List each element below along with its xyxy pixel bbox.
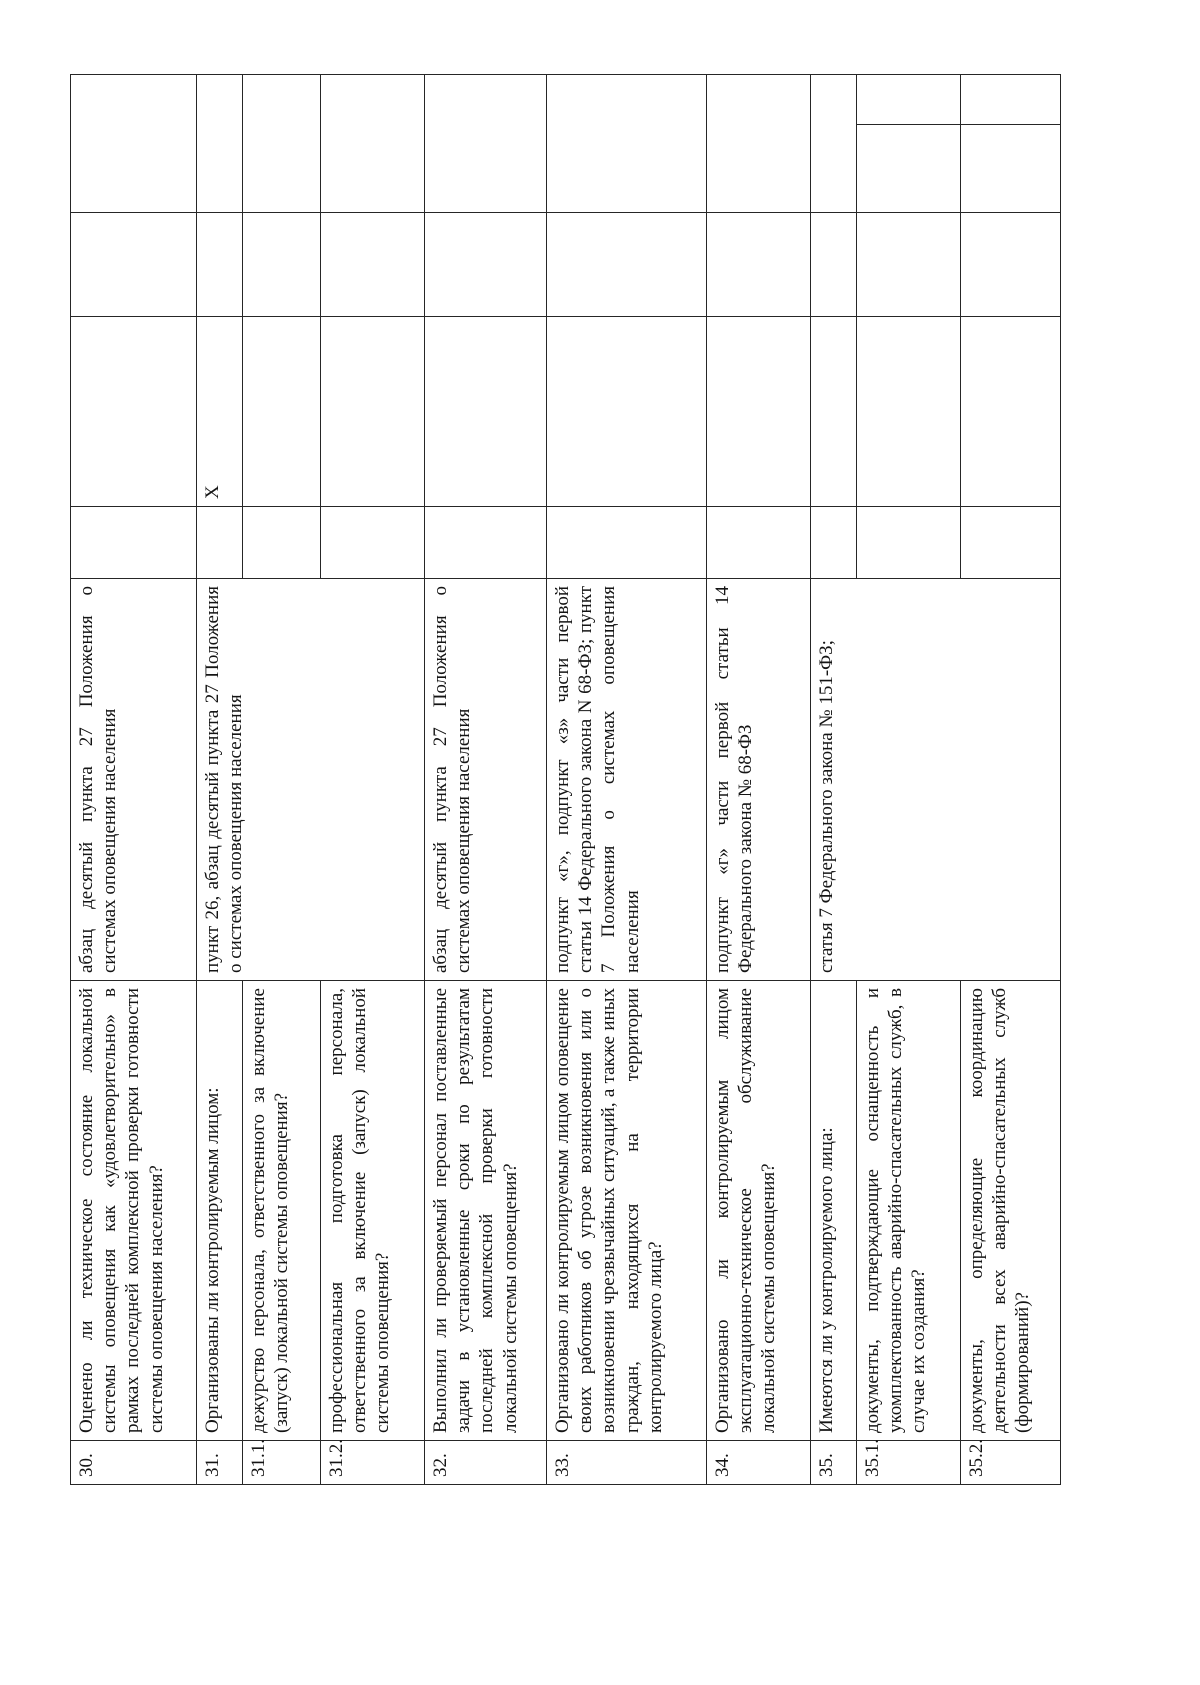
table-row	[197, 75, 243, 1485]
answer-no-cell	[961, 317, 1061, 507]
answer-yes-cell	[961, 507, 1061, 579]
answer-na-cell	[425, 213, 547, 317]
question-cell: документы, подтверждающие оснащенность и укомплектованность аварийно-спасательных служб, в случае их создания?	[857, 981, 961, 1441]
note-cell	[425, 75, 547, 213]
answer-na-cell	[811, 213, 857, 317]
table-row	[71, 75, 197, 1485]
note-cell	[707, 75, 811, 213]
note-cell	[243, 75, 321, 213]
row-number: 35.	[811, 1441, 857, 1485]
row-number: 31.1.	[243, 1441, 321, 1485]
answer-na-cell	[71, 213, 197, 317]
row-number: 31.	[197, 1441, 243, 1485]
legal-basis-cell: статья 7 Федерального закона № 151-ФЗ;	[811, 579, 1061, 981]
question-cell: Имеются ли у контролируемого лица:	[811, 981, 857, 1441]
question-cell: профессиональная подготовка персонала, ответственного за включение (запуск) локальной системы оповещения?	[321, 981, 425, 1441]
answer-no-cell: X	[197, 317, 243, 507]
note-cell	[961, 125, 1061, 213]
row-number: 32.	[425, 1441, 547, 1485]
row-number: 35.1.	[857, 1441, 961, 1485]
answer-yes-cell	[197, 507, 243, 579]
row-number: 30.	[71, 1441, 197, 1485]
extra-cell	[961, 75, 1061, 125]
note-cell	[71, 75, 197, 213]
answer-yes-cell	[71, 507, 197, 579]
extra-cell	[857, 75, 961, 125]
note-cell	[197, 75, 243, 213]
answer-yes-cell	[243, 507, 321, 579]
answer-no-cell	[811, 317, 857, 507]
rotated-page-content	[70, 75, 1060, 1485]
legal-basis-cell: абзац десятый пункта 27 Положения о системах оповещения населения	[71, 579, 197, 981]
question-cell: Организовано ли контролируемым лицом эксплуатационно-техническое обслуживание локальной системы оповещения?	[707, 981, 811, 1441]
question-cell: Выполнил ли проверяемый персонал поставленные задачи в установленные сроки по результатам последней комплексной проверки готовности локальной системы оповещения?	[425, 981, 547, 1441]
table-row	[811, 75, 857, 1485]
question-cell: дежурство персонала, ответственного за включение (запуск) локальной системы оповещения?	[243, 981, 321, 1441]
answer-na-cell	[961, 213, 1061, 317]
legal-basis-cell: абзац десятый пункта 27 Положения о системах оповещения населения	[425, 579, 547, 981]
row-number: 31.2.	[321, 1441, 425, 1485]
table-row	[425, 75, 547, 1485]
note-cell	[811, 75, 857, 213]
answer-na-cell	[243, 213, 321, 317]
answer-no-cell	[547, 317, 707, 507]
question-cell: Организованы ли контролируемым лицом:	[197, 981, 243, 1441]
note-cell	[857, 125, 961, 213]
answer-na-cell	[547, 213, 707, 317]
row-number: 33.	[547, 1441, 707, 1485]
answer-yes-cell	[857, 507, 961, 579]
answer-no-cell	[71, 317, 197, 507]
answer-yes-cell	[425, 507, 547, 579]
answer-no-cell	[321, 317, 425, 507]
row-number: 34.	[707, 1441, 811, 1485]
answer-yes-cell	[547, 507, 707, 579]
question-cell: Оценено ли техническое состояние локальной системы оповещения как «удовлетворительно» в рамках последней комплексной проверки готовности системы оповещения населения?	[71, 981, 197, 1441]
answer-yes-cell	[811, 507, 857, 579]
answer-no-cell	[707, 317, 811, 507]
answer-na-cell	[857, 213, 961, 317]
note-cell	[321, 75, 425, 213]
answer-no-cell	[857, 317, 961, 507]
legal-basis-cell: пункт 26, абзац десятый пункта 27 Положения о системах оповещения населения	[197, 579, 425, 981]
question-cell: документы, определяющие координацию деятельности всех аварийно-спасательных служб (формирований)?	[961, 981, 1061, 1441]
answer-no-cell	[425, 317, 547, 507]
checklist-table	[70, 74, 1061, 1485]
table-row	[707, 75, 811, 1485]
note-cell	[547, 75, 707, 213]
legal-basis-cell: подпункт «г» части первой статьи 14 Федерального закона № 68-ФЗ	[707, 579, 811, 981]
legal-basis-cell: подпункт «г», подпункт «з» части первой статьи 14 Федерального закона N 68-ФЗ; пункт 7 Положения о системах оповещения населения	[547, 579, 707, 981]
table-row	[547, 75, 707, 1485]
answer-na-cell	[707, 213, 811, 317]
answer-yes-cell	[321, 507, 425, 579]
answer-na-cell	[197, 213, 243, 317]
question-cell: Организовано ли контролируемым лицом оповещение своих работников об угрозе возникновения или о возникновении чрезвычайных ситуаций, а также иных граждан, находящихся на территории контролируемого лица?	[547, 981, 707, 1441]
row-number: 35.2.	[961, 1441, 1061, 1485]
answer-no-cell	[243, 317, 321, 507]
answer-na-cell	[321, 213, 425, 317]
answer-yes-cell	[707, 507, 811, 579]
